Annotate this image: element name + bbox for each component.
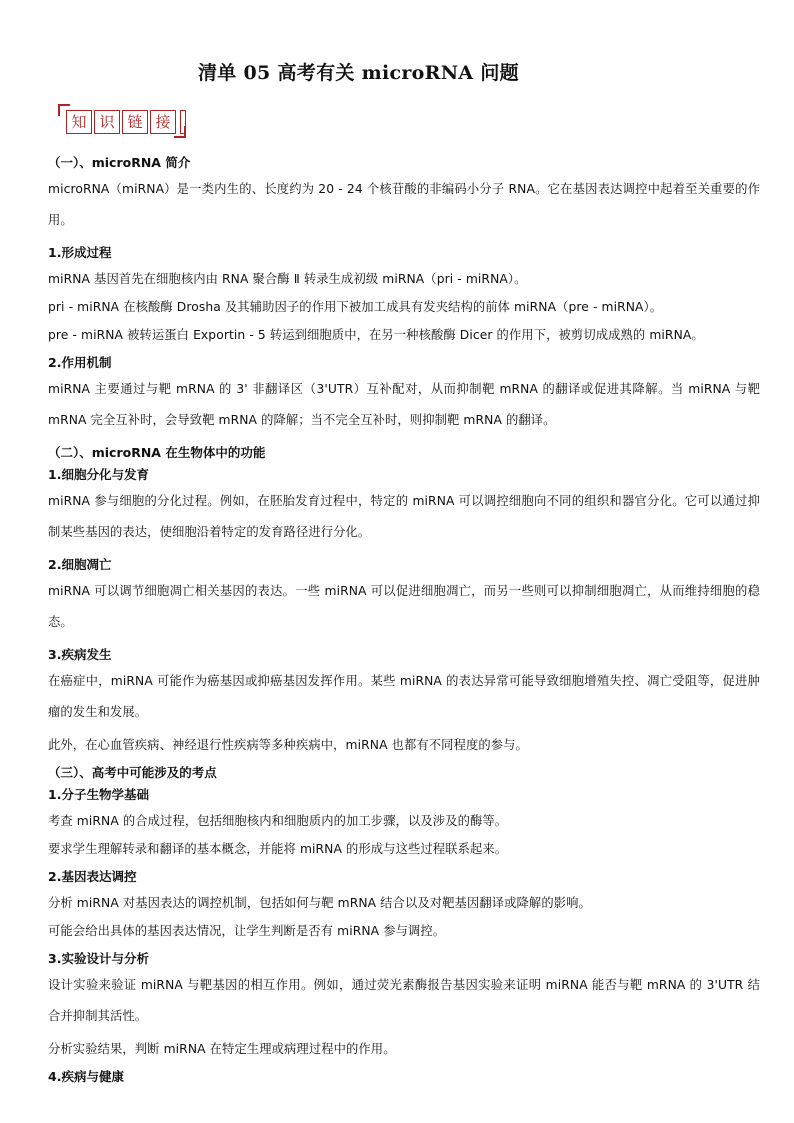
badge-end-bracket [180, 110, 186, 134]
paragraph: 分析 miRNA 对基因表达的调控机制，包括如何与靶 mRNA 结合以及对靶基因翻译或降解的影响。 [48, 896, 591, 910]
subheading: 1.细胞分化与发育 [48, 467, 149, 482]
subheading: 3.疾病发生 [48, 647, 112, 662]
paragraph: pri - miRNA 在核酸酶 Drosha 及其辅助因子的作用下被加工成具有发夹结构的前体 miRNA（pre - miRNA）。 [48, 300, 663, 314]
paragraph: 设计实验来验证 miRNA 与靶基因的相互作用。例如，通过荧光素酶报告基因实验来证明 miRNA 能否与靶 mRNA 的 3'UTR 结合并抑制其活性。 [48, 978, 760, 1023]
paragraph: microRNA（miRNA）是一类内生的、长度约为 20 - 24 个核苷酸的非编码小分子 RNA。它在基因表达调控中起着至关重要的作用。 [48, 182, 760, 227]
badge-char: 知 [66, 110, 92, 134]
knowledge-link-badge [58, 104, 186, 138]
paragraph: 要求学生理解转录和翻译的基本概念，并能将 miRNA 的形成与这些过程联系起来。 [48, 842, 508, 856]
badge-char: 接 [150, 110, 176, 134]
paragraph: 分析实验结果，判断 miRNA 在特定生理或病理过程中的作用。 [48, 1042, 396, 1056]
document-body [48, 152, 760, 1088]
paragraph: miRNA 可以调节细胞凋亡相关基因的表达。一些 miRNA 可以促进细胞凋亡，而另一些则可以抑制细胞凋亡，从而维持细胞的稳态。 [48, 584, 760, 629]
paragraph: 可能会给出具体的基因表达情况，让学生判断是否有 miRNA 参与调控。 [48, 924, 446, 938]
subheading: 4.疾病与健康 [48, 1069, 124, 1084]
paragraph: 在癌症中，miRNA 可能作为癌基因或抑癌基因发挥作用。某些 miRNA 的表达异常可能导致细胞增殖失控、凋亡受阻等，促进肿瘤的发生和发展。 [48, 674, 760, 719]
section-heading: （一）、microRNA 简介 [48, 155, 191, 170]
subheading: 1.分子生物学基础 [48, 787, 149, 802]
page-title: 清单 05 高考有关 microRNA 问题 [198, 62, 519, 84]
paragraph: miRNA 参与细胞的分化过程。例如，在胚胎发育过程中，特定的 miRNA 可以调控细胞向不同的组织和器官分化。它可以通过抑制某些基因的表达，使细胞沿着特定的发育路径进行分化。 [48, 494, 760, 539]
subheading: 2.基因表达调控 [48, 869, 137, 884]
subheading: 1.形成过程 [48, 245, 112, 260]
badge-chars [66, 110, 186, 134]
badge-char: 链 [122, 110, 148, 134]
paragraph: miRNA 基因首先在细胞核内由 RNA 聚合酶 Ⅱ 转录生成初级 miRNA（pri - miRNA）。 [48, 272, 527, 286]
section-heading: （二）、microRNA 在生物体中的功能 [48, 445, 266, 460]
paragraph: miRNA 主要通过与靶 mRNA 的 3' 非翻译区（3'UTR）互补配对，从而抑制靶 mRNA 的翻译或促进其降解。当 miRNA 与靶 mRNA 完全互补时，会导致靶 mRNA 的降解；当不完全互补时，则抑制靶 mRNA 的翻译。 [48, 382, 760, 427]
section-heading: （三）、高考中可能涉及的考点 [48, 765, 217, 780]
paragraph: 此外，在心血管疾病、神经退行性疾病等多种疾病中，miRNA 也都有不同程度的参与。 [48, 738, 528, 752]
badge-char: 识 [94, 110, 120, 134]
subheading: 3.实验设计与分析 [48, 951, 149, 966]
paragraph: pre - miRNA 被转运蛋白 Exportin - 5 转运到细胞质中，在另一种核酸酶 Dicer 的作用下，被剪切成成熟的 miRNA。 [48, 328, 704, 342]
paragraph: 考查 miRNA 的合成过程，包括细胞核内和细胞质内的加工步骤，以及涉及的酶等。 [48, 814, 508, 828]
subheading: 2.细胞凋亡 [48, 557, 112, 572]
subheading: 2.作用机制 [48, 355, 112, 370]
